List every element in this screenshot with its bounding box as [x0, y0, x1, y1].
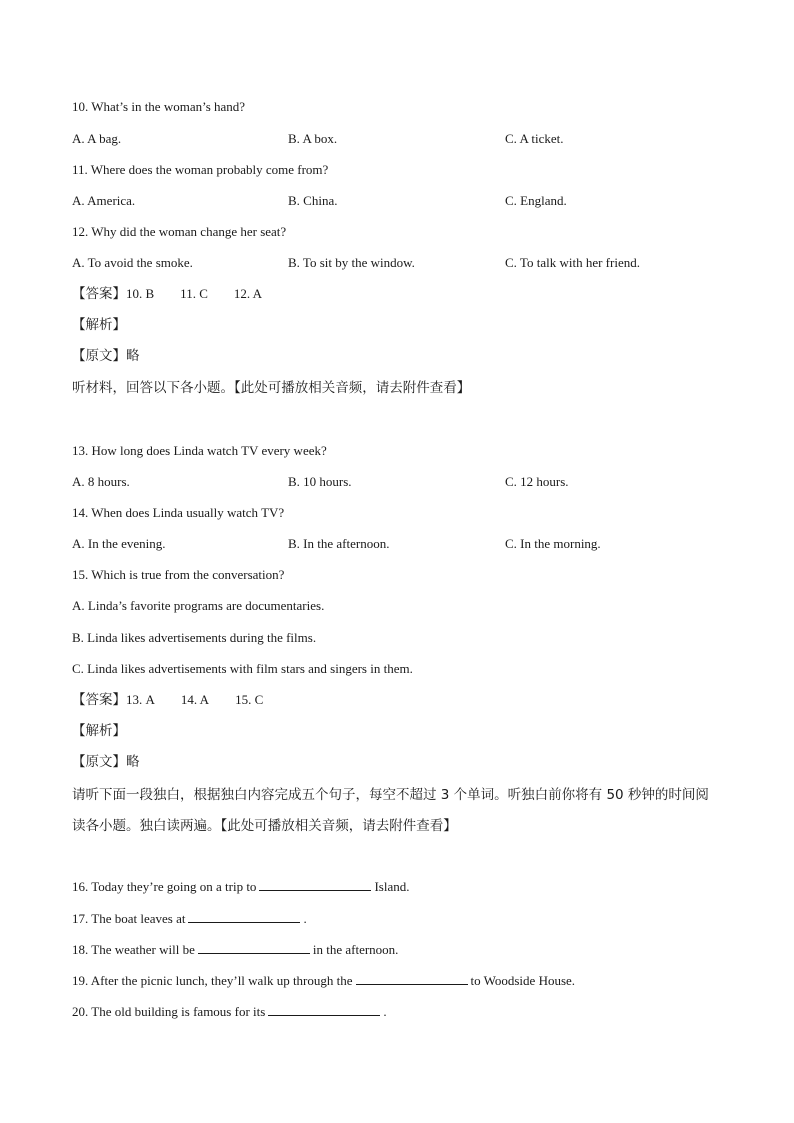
- question-18: [72, 942, 398, 958]
- q11-option-c: C. England.: [505, 193, 567, 208]
- question-19: [72, 973, 575, 989]
- q11-option-b: B. China.: [288, 193, 338, 208]
- question-15: 15. Which is true from the conversation?: [72, 567, 285, 582]
- listening-instruction: 听材料，回答以下各小题。【此处可播放相关音频，请去附件查看】: [72, 380, 471, 396]
- question-16: [72, 879, 409, 895]
- q15-option-c: C. Linda likes advertisements with film stars and singers in them.: [72, 661, 413, 676]
- q13-option-a: A. 8 hours.: [72, 474, 130, 489]
- q14-option-b: B. In the afternoon.: [288, 536, 390, 551]
- q12-option-c: C. To talk with her friend.: [505, 255, 640, 270]
- q12-option-a: A. To avoid the smoke.: [72, 255, 193, 270]
- q10-option-c: C. A ticket.: [505, 131, 564, 146]
- answer-blank[interactable]: [198, 942, 310, 954]
- question-18-text: 18. The weather will be: [72, 942, 195, 957]
- analysis-label: 【解析】: [72, 723, 126, 739]
- q13-option-b: B. 10 hours.: [288, 474, 352, 489]
- answer-value: 15. C: [235, 692, 264, 707]
- question-17-text: 17. The boat leaves at: [72, 911, 186, 926]
- question-11: 11. Where does the woman probably come from?: [72, 162, 329, 177]
- answer-value: 10. B: [126, 286, 155, 301]
- q14-option-c: C. In the morning.: [505, 536, 601, 551]
- question-18-suffix: in the afternoon.: [312, 942, 399, 957]
- q10-option-a: A. A bag.: [72, 131, 122, 146]
- question-17-suffix: .: [303, 911, 307, 926]
- answer-value: 11. C: [180, 286, 208, 301]
- question-13: 13. How long does Linda watch TV every week?: [72, 443, 327, 458]
- q12-option-b: B. To sit by the window.: [288, 255, 415, 270]
- question-12: 12. Why did the woman change her seat?: [72, 224, 287, 239]
- question-19-suffix: to Woodside House.: [470, 973, 576, 988]
- q15-option-b: B. Linda likes advertisements during the films.: [72, 630, 317, 645]
- answer-label: 【答案】: [72, 692, 126, 708]
- question-10: 10. What’s in the woman’s hand?: [72, 99, 246, 114]
- question-17: [72, 911, 307, 927]
- q14-option-a: A. In the evening.: [72, 536, 166, 551]
- analysis-label: 【解析】: [72, 317, 126, 333]
- q11-option-a: A. America.: [72, 193, 136, 208]
- answer-line-1: [72, 286, 262, 302]
- question-16-suffix: Island.: [374, 879, 410, 894]
- question-16-text: 16. Today they’re going on a trip to: [72, 879, 257, 894]
- question-19-text: 19. After the picnic lunch, they’ll walk up through the: [72, 973, 353, 988]
- q15-option-a: A. Linda’s favorite programs are documentaries.: [72, 598, 325, 613]
- monologue-instruction-line-2: 读各小题。独白读两遍。【此处可播放相关音频，请去附件查看】: [72, 818, 457, 834]
- answer-line-2: [72, 692, 263, 708]
- q13-option-c: C. 12 hours.: [505, 474, 569, 489]
- question-20-text: 20. The old building is famous for its: [72, 1004, 266, 1019]
- answer-value: 14. A: [180, 692, 210, 707]
- answer-blank[interactable]: [268, 1004, 380, 1016]
- question-20-suffix: .: [383, 1004, 387, 1019]
- original-text-label: 【原文】略: [72, 754, 140, 770]
- original-text-label: 【原文】略: [72, 348, 140, 364]
- answer-value: 13. A: [126, 692, 155, 707]
- answer-blank[interactable]: [188, 911, 300, 923]
- answer-blank[interactable]: [356, 973, 468, 985]
- answer-label: 【答案】: [72, 286, 126, 302]
- monologue-instruction-line-1: 请听下面一段独白，根据独白内容完成五个句子，每空不超过 3 个单词。听独白前你将有 50 秒钟的时间阅: [72, 787, 709, 803]
- question-20: [72, 1004, 387, 1020]
- q10-option-b: B. A box.: [288, 131, 338, 146]
- answer-blank[interactable]: [259, 879, 371, 891]
- question-14: 14. When does Linda usually watch TV?: [72, 505, 285, 520]
- answer-value: 12. A: [233, 286, 263, 301]
